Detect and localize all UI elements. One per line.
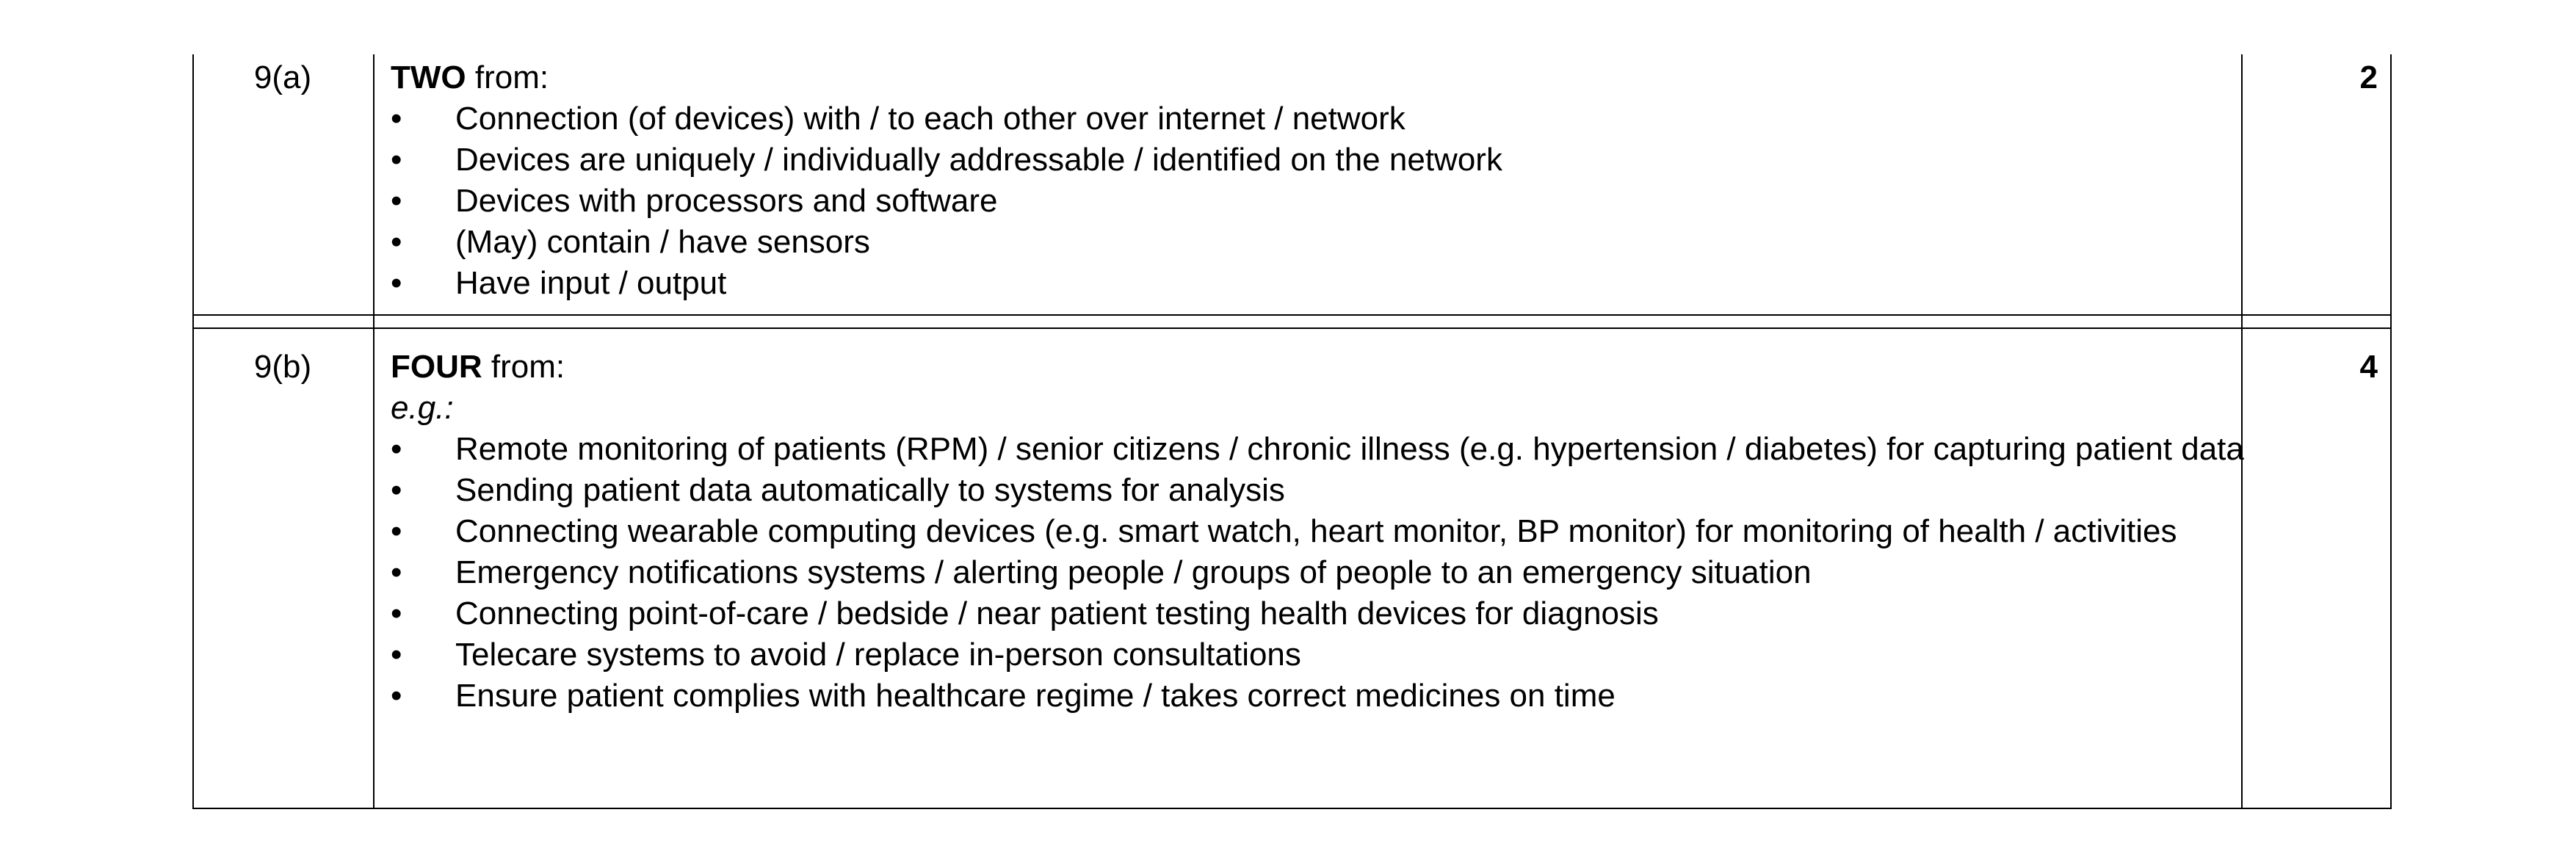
answer-point-text: Devices are uniquely / individually addressable / identified on the network bbox=[455, 142, 1502, 178]
question-column-divider bbox=[373, 54, 375, 809]
answer-point bbox=[391, 98, 2284, 140]
bullet-icon: • bbox=[391, 431, 402, 467]
answer-heading bbox=[391, 347, 2432, 388]
bullet-icon: • bbox=[391, 183, 402, 219]
table-bottom-border bbox=[192, 808, 2392, 809]
answer-point-text: (May) contain / have sensors bbox=[455, 224, 870, 260]
answer-point-text: Connection (of devices) with / to each other over internet / network bbox=[455, 101, 1405, 137]
marks-value: 2 bbox=[2359, 59, 2378, 95]
question-number: 9(b) bbox=[253, 349, 312, 385]
answer-point bbox=[391, 140, 2284, 181]
bullet-icon: • bbox=[391, 224, 402, 260]
answer-point bbox=[391, 593, 2284, 634]
answer-point bbox=[391, 181, 2284, 222]
answer-point-text: Connecting point-of-care / bedside / near patient testing health devices for diagnosis bbox=[455, 595, 1659, 631]
question-number: 9(a) bbox=[253, 59, 312, 95]
answer-point-text: Remote monitoring of patients (RPM) / senior citizens / chronic illness (e.g. hypertension / diabetes) for capturing patient data bbox=[455, 431, 2244, 467]
row-separator-bottom bbox=[192, 327, 2392, 329]
answer-point bbox=[391, 676, 2284, 717]
answer-heading-text: from: bbox=[482, 349, 565, 385]
bullet-icon: • bbox=[391, 554, 402, 590]
bullet-icon: • bbox=[391, 595, 402, 631]
answer-cell bbox=[391, 347, 2432, 717]
answer-point bbox=[391, 511, 2284, 552]
marks-value: 4 bbox=[2359, 349, 2378, 385]
answer-point bbox=[391, 552, 2284, 593]
answer-points-list bbox=[391, 98, 2432, 304]
bullet-icon: • bbox=[391, 637, 402, 673]
answer-heading-text: from: bbox=[466, 59, 549, 95]
answer-point bbox=[391, 263, 2284, 304]
example-label: e.g.: bbox=[391, 390, 454, 426]
table-left-border bbox=[192, 54, 194, 809]
answer-heading-count: TWO bbox=[391, 59, 466, 95]
bullet-icon: • bbox=[391, 513, 402, 549]
answer-point-text: Connecting wearable computing devices (e.g. smart watch, heart monitor, BP monitor) for monitoring of health / activities bbox=[455, 513, 2177, 549]
answer-heading bbox=[391, 57, 2432, 98]
answer-heading-count: FOUR bbox=[391, 349, 482, 385]
row-separator-top bbox=[192, 314, 2392, 316]
answer-point-text: Sending patient data automatically to systems for analysis bbox=[455, 472, 1285, 508]
answer-cell bbox=[391, 57, 2432, 304]
answer-point bbox=[391, 470, 2284, 511]
answer-point-text: Devices with processors and software bbox=[455, 183, 998, 219]
answer-point-text: Telecare systems to avoid / replace in-person consultations bbox=[455, 637, 1301, 673]
bullet-icon: • bbox=[391, 472, 402, 508]
answer-point bbox=[391, 634, 2284, 676]
answer-point-text: Have input / output bbox=[455, 265, 727, 301]
bullet-icon: • bbox=[391, 101, 402, 137]
answer-point bbox=[391, 429, 2284, 470]
bullet-icon: • bbox=[391, 142, 402, 178]
answer-point bbox=[391, 222, 2284, 263]
answer-point-text: Emergency notifications systems / alerting people / groups of people to an emergency situation bbox=[455, 554, 1812, 590]
answer-point-text: Ensure patient complies with healthcare regime / takes correct medicines on time bbox=[455, 678, 1616, 714]
bullet-icon: • bbox=[391, 678, 402, 714]
answer-points-list bbox=[391, 429, 2432, 717]
bullet-icon: • bbox=[391, 265, 402, 301]
